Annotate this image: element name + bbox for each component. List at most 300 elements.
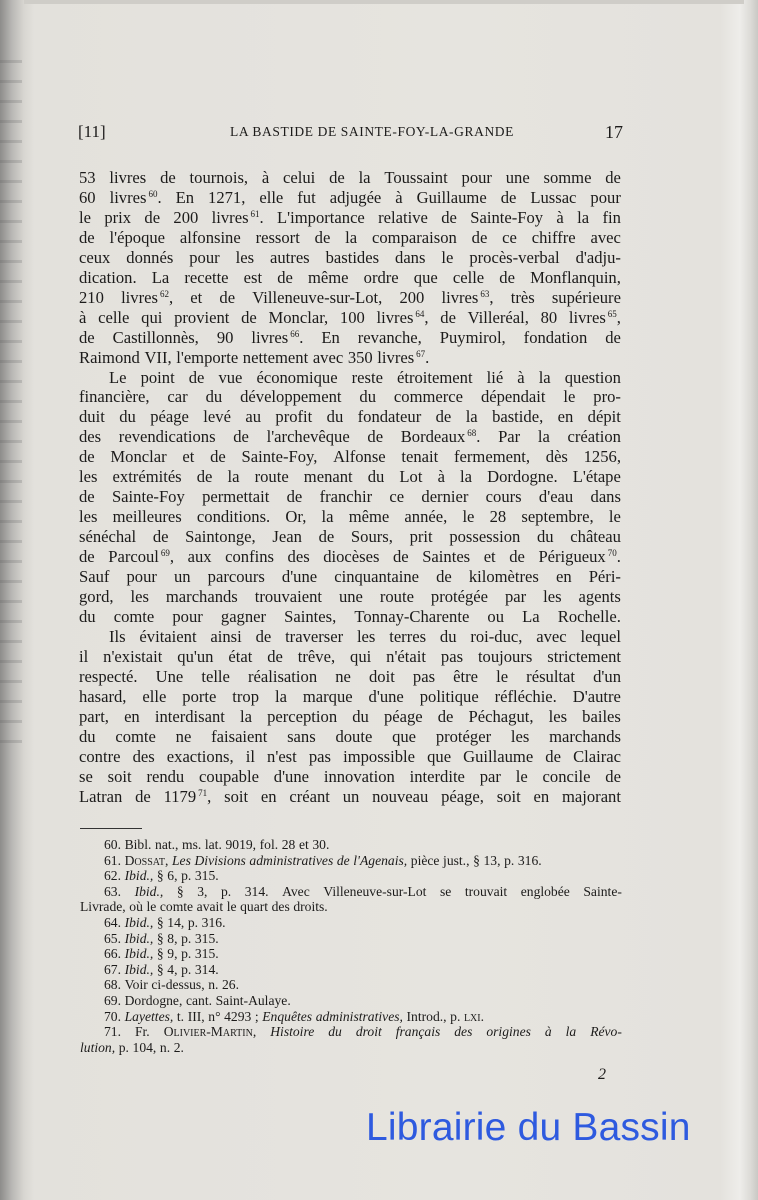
text: dans — [590, 487, 621, 507]
text: § — [176, 883, 184, 899]
text: livres $^{61}$. — [211, 207, 264, 227]
text: fondation — [523, 327, 588, 347]
facing-page-edge — [0, 60, 22, 760]
text: les — [510, 726, 530, 746]
text: Raimond — [79, 347, 140, 367]
text: p. — [118, 1039, 129, 1055]
text: strictement — [547, 646, 621, 666]
text: les — [548, 706, 568, 726]
text: bastides — [325, 247, 380, 267]
text: Toussaint — [384, 168, 448, 187]
text-line — [79, 587, 621, 607]
text: très — [510, 287, 535, 307]
text: de — [509, 547, 525, 567]
text: Par — [498, 427, 521, 447]
text: Monflanquin, — [530, 267, 621, 287]
text: ms. — [182, 837, 202, 852]
text: prix — [104, 207, 132, 227]
text: 200 — [173, 207, 199, 227]
text: et — [298, 837, 309, 852]
text: du — [79, 726, 96, 746]
text-line — [79, 547, 621, 567]
text: III, — [187, 1008, 205, 1024]
text: de — [144, 207, 161, 227]
footnote-ref: 61 — [250, 208, 260, 219]
text: de — [605, 168, 621, 187]
text: 13, — [483, 852, 501, 868]
footnote-line — [80, 899, 622, 915]
text: des — [287, 547, 310, 567]
italic-text: du — [328, 1024, 342, 1040]
text: livres $^{66}$. — [251, 327, 304, 347]
text: Péri- — [588, 567, 621, 587]
text: à — [261, 168, 270, 187]
text: 314. — [194, 961, 219, 977]
text-line — [79, 527, 621, 547]
text: livres $^{64}$, — [376, 307, 429, 327]
text: p. — [187, 914, 199, 930]
italic-text: Les — [171, 852, 191, 868]
text: d'eau — [538, 487, 574, 507]
text: vue — [218, 367, 243, 387]
text: avec — [536, 626, 567, 646]
text: soit — [496, 786, 521, 806]
text: Périgueux $^{70}$. — [538, 547, 621, 567]
text: du — [359, 387, 376, 407]
text: d'une — [368, 686, 404, 706]
text: 316. — [517, 852, 542, 868]
text: ce — [502, 227, 517, 247]
text: de — [435, 407, 452, 427]
text: § — [473, 852, 480, 868]
text: elle — [142, 686, 167, 706]
italic-text: Ibid., — [134, 883, 164, 899]
text: le — [496, 666, 509, 686]
text: l'archevêque — [266, 427, 350, 447]
text: nettement — [242, 347, 309, 367]
text: dication. — [79, 267, 137, 287]
text: , — [159, 883, 164, 899]
text: protéger — [435, 726, 492, 746]
text: trouvaient — [254, 587, 322, 607]
text: péage — [383, 706, 423, 726]
text: Sainte- — [583, 883, 622, 899]
footnote-line — [80, 993, 622, 1009]
text: Saintes — [422, 547, 471, 567]
text: par — [504, 587, 527, 607]
italic-text: Ibid., — [124, 961, 154, 977]
text-line — [79, 507, 621, 527]
text: , — [111, 1039, 116, 1055]
text: qui — [350, 646, 372, 666]
text: ainsi — [210, 626, 242, 646]
text: trouvait — [464, 883, 508, 899]
text: 100 — [339, 307, 365, 327]
italic-text: des — [454, 1024, 473, 1040]
text: en — [555, 567, 572, 587]
footnote-ref: 65 — [607, 308, 617, 319]
text: à — [556, 207, 564, 227]
text: question — [564, 367, 621, 387]
text: d'adju- — [575, 247, 621, 267]
text: revanche, — [357, 327, 422, 347]
text-line — [79, 308, 621, 328]
text: doute — [335, 726, 373, 746]
text: de — [605, 327, 621, 347]
italic-text: la — [565, 1024, 577, 1040]
text: Jean — [272, 527, 302, 547]
italic-text: administratives, — [315, 1008, 403, 1024]
text: droits. — [293, 899, 328, 915]
text: 64. — [104, 914, 121, 930]
text-line — [79, 727, 621, 747]
text: la — [465, 407, 478, 427]
text: soit — [224, 786, 249, 806]
text: soit — [107, 766, 132, 786]
text: même — [348, 507, 390, 527]
text: duit — [79, 407, 105, 427]
text: meilleures — [112, 507, 182, 527]
body-text — [79, 168, 621, 807]
text: point — [140, 367, 175, 387]
text: 61. — [104, 852, 121, 868]
text: En — [175, 187, 195, 207]
text: la — [345, 227, 358, 247]
text: où — [129, 899, 143, 915]
text: réalisation — [248, 666, 318, 686]
footnote-ref: 66 — [290, 328, 300, 339]
text: 66. — [104, 946, 121, 962]
text: Saintonge, — [185, 527, 256, 547]
text: la — [274, 686, 287, 706]
text: telle — [201, 666, 230, 686]
footnote-line — [80, 946, 622, 962]
text: Sainte-Foy, — [241, 447, 318, 467]
text: le — [79, 207, 91, 227]
text: trêve, — [297, 646, 336, 666]
text: 90 — [216, 327, 234, 347]
section-number: [11] — [78, 122, 106, 141]
text: p. — [181, 868, 192, 884]
text: 63. — [104, 883, 121, 899]
text: se — [79, 766, 93, 786]
text: du — [352, 706, 369, 726]
italic-text: Enquêtes — [262, 1008, 313, 1024]
text: ne — [335, 666, 351, 686]
text: qui — [141, 307, 163, 327]
footnote-line — [80, 915, 622, 931]
text: 104, — [132, 1039, 157, 1055]
small-caps-text: lxi. — [463, 1008, 485, 1024]
italic-text: Ibid., — [124, 914, 154, 930]
text: 315. — [194, 946, 219, 962]
text: conditions. — [196, 507, 271, 527]
text: marchands — [549, 726, 621, 746]
text: , — [616, 307, 621, 327]
text: perception — [267, 706, 338, 726]
text: l'époque — [109, 227, 166, 247]
text: le — [563, 387, 576, 407]
text: d'une — [273, 766, 310, 786]
text-line — [79, 667, 621, 687]
text-line — [79, 607, 621, 627]
text: financière, — [79, 387, 150, 407]
text: politique — [419, 686, 479, 706]
text-line — [79, 228, 621, 248]
text: ou — [487, 606, 505, 626]
text: pour — [189, 247, 220, 267]
text: de — [210, 447, 226, 467]
text: étroitement — [397, 367, 473, 387]
text: une — [505, 168, 530, 187]
text: Monclar, — [268, 307, 329, 327]
text: qu'un — [177, 646, 214, 666]
text: ne — [175, 726, 192, 746]
text: aux — [187, 547, 212, 567]
text: pro- — [593, 387, 621, 407]
italic-text: Ibid., — [124, 868, 154, 884]
text: il — [245, 746, 255, 766]
text: . — [425, 347, 430, 367]
text: une — [338, 587, 363, 607]
text: roi-duc, — [470, 626, 523, 646]
text-line — [79, 328, 621, 348]
text: En — [321, 327, 340, 347]
text-line — [79, 168, 621, 188]
footnote-ref: 71 — [198, 787, 208, 798]
text: de — [219, 287, 236, 307]
text: 210 — [79, 287, 104, 307]
text: Lot — [399, 467, 423, 487]
text: commerce — [393, 387, 464, 407]
text: année, — [404, 507, 448, 527]
text-line — [79, 348, 621, 368]
text: englobée — [520, 883, 570, 899]
text: provient — [174, 307, 230, 327]
text-line — [79, 288, 621, 308]
text: de — [437, 706, 454, 726]
text: p. — [504, 852, 515, 868]
text: Dordogne, — [124, 992, 183, 1008]
text: Introd., — [406, 1008, 447, 1024]
text: dernier — [421, 487, 469, 507]
text: dès — [545, 447, 568, 467]
text: Bibl. — [124, 837, 152, 852]
text: Guillaume — [416, 187, 487, 207]
text-line — [79, 627, 621, 647]
text: 4, — [167, 961, 178, 977]
italic-text: administratives — [249, 852, 334, 868]
text: de — [79, 547, 95, 567]
text-line — [79, 747, 621, 767]
text: à — [517, 367, 525, 387]
text: n. — [208, 977, 219, 993]
italic-text: droit — [355, 1024, 382, 1040]
text-line — [79, 687, 621, 707]
text: livres $^{62}$, — [121, 287, 174, 307]
text-line — [79, 368, 621, 388]
text: la — [577, 207, 590, 227]
text: 314. — [244, 883, 269, 899]
text: il — [79, 646, 89, 666]
text: VII, — [144, 347, 172, 367]
text: Villeréal, — [467, 307, 529, 327]
text: la — [321, 507, 334, 527]
text: , — [169, 1008, 174, 1024]
text: n'était — [386, 646, 426, 666]
text: § — [156, 914, 164, 930]
footnote-line — [80, 853, 622, 869]
text: de — [196, 467, 213, 487]
text: possession — [449, 527, 521, 547]
text: de — [605, 766, 621, 786]
text: ressort — [255, 227, 300, 247]
text-line — [79, 447, 621, 467]
text: Monclar — [110, 447, 167, 467]
text: Avec — [282, 883, 310, 899]
text: p. — [220, 883, 232, 899]
text: , — [403, 852, 408, 868]
text: recette — [184, 267, 229, 287]
footnote-ref: 67 — [416, 348, 426, 359]
text: 9019, — [225, 837, 257, 852]
text: fol. — [259, 837, 279, 852]
text: alfonsine — [179, 227, 241, 247]
text: , — [169, 547, 175, 567]
text: comparaison — [372, 227, 457, 247]
text: lat. — [204, 837, 222, 852]
text: de — [277, 267, 293, 287]
text: pas — [440, 646, 464, 666]
text: L'étape — [572, 467, 621, 487]
text: La — [522, 606, 540, 626]
text: fut — [297, 187, 316, 207]
text: 62. — [104, 868, 121, 884]
text: chiffre — [531, 227, 576, 247]
text: , — [252, 1024, 257, 1040]
text: Tonnay-Charente — [354, 606, 470, 626]
text: pas — [412, 666, 436, 686]
text: hasard, — [79, 686, 127, 706]
text: le — [608, 507, 621, 527]
italic-text: Layettes, — [124, 1008, 174, 1024]
text: marque — [302, 686, 353, 706]
text: 315. — [194, 930, 219, 946]
text: avait — [196, 899, 224, 915]
text: de — [318, 527, 335, 547]
text: Saint-Aulaye. — [215, 992, 291, 1008]
text: livres $^{65}$, — [568, 307, 621, 327]
text-line — [79, 268, 621, 288]
text-line — [79, 208, 621, 228]
text: 53 — [79, 168, 96, 187]
text: parcours — [207, 567, 265, 587]
text: toujours — [477, 646, 533, 666]
footnote-rule — [80, 828, 142, 829]
text: 65. — [104, 930, 121, 946]
footnote-ref: 63 — [480, 288, 490, 299]
text: se — [439, 883, 452, 899]
text: de — [392, 547, 409, 567]
page-top-edge — [24, 0, 744, 4]
text-line — [79, 767, 621, 787]
text: par — [479, 766, 501, 786]
text: gagner — [220, 606, 267, 626]
text: , — [489, 287, 494, 307]
text: péage, — [441, 786, 484, 806]
text: ; — [254, 1008, 259, 1024]
text: nat., — [155, 837, 179, 852]
text: un — [174, 567, 191, 587]
text: à — [395, 187, 403, 207]
text: . — [480, 1008, 485, 1024]
italic-text: lution, — [80, 1039, 116, 1055]
text: concile — [542, 766, 591, 786]
text: 1179 $^{71}$, — [163, 786, 212, 806]
text: pour — [172, 606, 203, 626]
text: procès-verbal — [469, 247, 560, 267]
text: de — [79, 327, 95, 347]
text: comte — [113, 606, 155, 626]
text: porte — [182, 686, 217, 706]
text: just., — [443, 852, 470, 868]
text: car — [167, 387, 188, 407]
text: 316. — [201, 914, 226, 930]
text: tenait — [401, 447, 439, 467]
italic-text: origines — [486, 1024, 531, 1040]
text: trop — [232, 686, 260, 706]
text: agents — [578, 587, 621, 607]
text: de — [241, 307, 257, 327]
text: 71. — [104, 1024, 121, 1040]
text: autres — [270, 247, 310, 267]
text: , — [164, 852, 169, 868]
text: Or, — [285, 507, 307, 527]
text: 2. — [173, 1039, 184, 1055]
text: somme — [543, 168, 592, 187]
italic-text: Ibid., — [124, 930, 154, 946]
text: cinquantaine — [334, 567, 419, 587]
text-line — [79, 248, 621, 268]
text: kilomètres — [468, 567, 539, 587]
footnote-ref: 64 — [415, 308, 425, 319]
text: livres $^{60}$. — [109, 187, 162, 207]
text: sans — [287, 726, 316, 746]
text: les — [356, 626, 376, 646]
text: tournois, — [189, 168, 249, 187]
text: reste — [351, 367, 383, 387]
text: celle — [452, 267, 485, 287]
text: les — [543, 587, 562, 607]
text-line — [79, 188, 621, 208]
text: § — [156, 868, 164, 884]
text: quart — [240, 899, 269, 915]
text: et — [483, 547, 496, 567]
italic-text: de — [336, 852, 350, 868]
text: que — [427, 746, 452, 766]
footnote-line — [80, 977, 622, 993]
footnote-line — [80, 1009, 622, 1025]
text: château — [570, 527, 621, 547]
text: de — [440, 307, 456, 327]
text: de — [367, 427, 384, 447]
text: les — [79, 507, 98, 527]
text: celui — [283, 168, 316, 187]
text: . — [616, 547, 621, 567]
text: celle — [98, 307, 130, 327]
text: des — [132, 746, 155, 766]
text: marchands — [165, 587, 238, 607]
